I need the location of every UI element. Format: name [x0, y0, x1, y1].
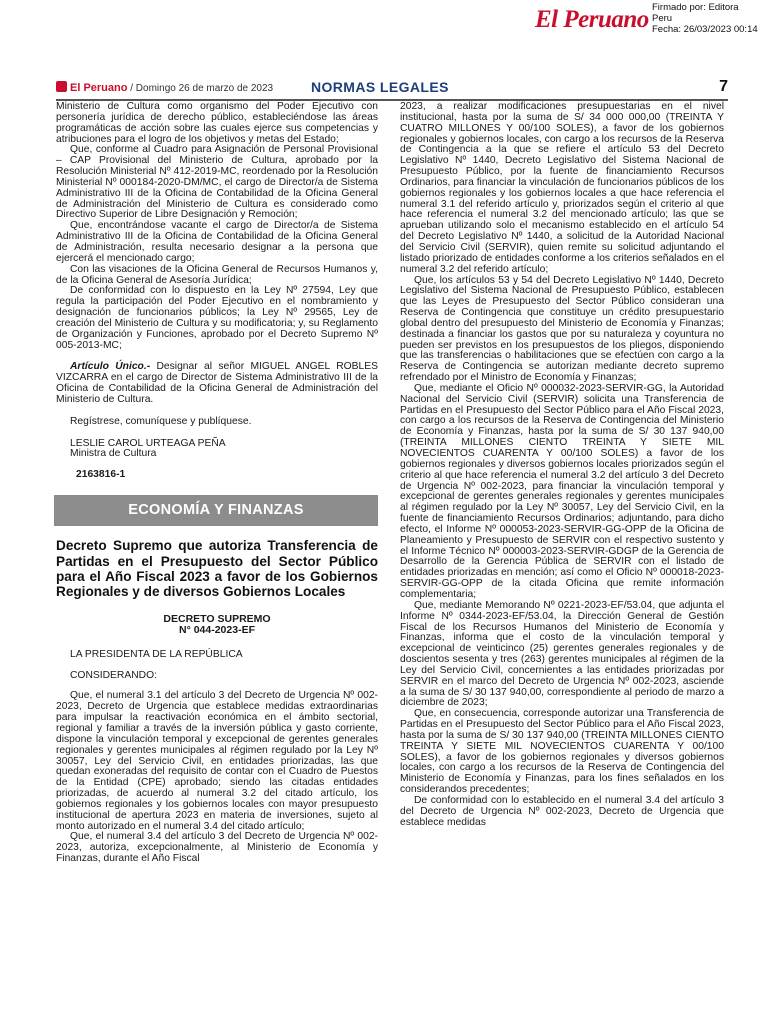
paragraph: Ministerio de Cultura como organismo del Poder Ejecutivo con personería jurídica de derecho público, estableciéndose las áreas programáticas de acción sobre las cuales ejerce sus competencias y atribuciones para el logro de los objetivos y metas del Estado;: [56, 101, 378, 145]
paragraph: Que, mediante el Oficio Nº 000032-2023-SERVIR-GG, la Autoridad Nacional del Servicio Civil (SERVIR) solicita una Transferencia de Partidas en el Presupuesto del Sector Público para el Año Fiscal 2023, con cargo a los recursos de la Reserva de Contingencia del Ministerio de Economía y Finanzas, hasta por la suma de S/ 30 137 940,00 (TREINTA MILLONES CIENTO TREINTA Y SIETE MIL NOVECIENTOS CUARENTA Y 00/100 SOLES) a favor de los gobiernos regionales y diversos gobiernos locales priorizados según el criterio al que hace referencia el numeral 3.2 del artículo 3 del Decreto de Urgencia Nº 002-2023, para financiar la vinculación temporal y excepcional de gerentes generales regionales y gerentes municipales al régimen regulado por la Ley Nº 30057, Ley del Servicio Civil, en la fuente de financiamiento Recursos Ordinarios; adjuntando, para dicho efecto, el Informe Nº 000053-2023-SERVIR-GG-OPP de la Oficina de Planeamiento y Presupuesto de SERVIR con el respectivo sustento y el Informe Técnico Nº 000003-2023-SERVIR-GDGP de la Gerencia de Desarrollo de la Gerencia Pública de SERVIR con el listado de entidades priorizadas en mención; así como el Oficio Nº 000018-2023-SERVIR-GG-OPP de la citada Oficina que remite información complementaria;: [400, 382, 724, 600]
right-column: [400, 102, 724, 829]
header-date: / Domingo 26 de marzo de 2023: [130, 83, 274, 94]
paragraph: Que, el numeral 3.4 del artículo 3 del Decreto de Urgencia Nº 002-2023, autoriza, excepcionalmente, al Ministerio de Economía y Finanzas, durante el Año Fiscal: [56, 831, 378, 865]
paragraph: Que, conforme al Cuadro para Asignación de Personal Provisional – CAP Provisional del Ministerio de Cultura, aprobado por la Resolución Ministerial Nº 412-2019-MC, reordenado por la Resolución Ministerial Nº 000184-2020-DM/MC, el cargo de Director/a de Sistema Administrativo III de la Oficina de Contabilidad de la Oficina General de Administración del Ministerio de Cultura es considerado como Directivo Superior de Libre Designación y Remoción;: [56, 144, 378, 221]
paragraph: De conformidad con lo dispuesto en la Ley Nº 27594, Ley que regula la participación del Poder Ejecutivo en el nombramiento y designación de funcionarios públicos; la Ley Nº 29565, Ley de creación del Ministerio de Cultura y su modificatoria; y, su Reglamento de Organización y Funciones, aprobado por el Decreto Supremo Nº 005-2013-MC;: [56, 285, 378, 351]
digital-signature: [652, 2, 758, 36]
decree-title: Decreto Supremo que autoriza Transferencia de Partidas en el Presupuesto del Sector Público para el Año Fiscal 2023 a favor de los Gobiernos Regionales y de diversos Gobiernos Locales: [56, 538, 378, 600]
paragraph: Que, encontrándose vacante el cargo de Director/a de Sistema Administrativo III de la Oficina de Contabilidad de la Oficina General de Administración, resulta necesario designar a la persona que ejercerá el mencionado cargo;: [56, 220, 378, 264]
decree-label: DECRETO SUPREMO: [163, 612, 271, 625]
section-title: NORMAS LEGALES: [311, 79, 449, 95]
signature-line: Peru: [652, 13, 673, 25]
article-text: Designar al señor MIGUEL ANGEL ROBLES VIZCARRA en el cargo de Director de Sistema Administrativo III de la Oficina de Contabilidad de la Oficina General de Administración del Ministerio de Cultura.: [56, 361, 378, 405]
header-brand-date: [56, 81, 273, 94]
paragraph: Que, los artículos 53 y 54 del Decreto Legislativo Nº 1440, Decreto Legislativo del Sistema Nacional de Presupuesto Público, establecen que las Leyes de Presupuesto del Sector Público consideran una Reserva de Contingencia que constituye un crédito presupuestario global dentro del presupuesto del Ministerio de Economía y Finanzas; destinada a financiar los gastos que por su naturaleza y coyuntura no pueden ser previstos en los presupuestos de los pliegos, disponiendo que las transferencias o habilitaciones que se efectúen con cargo a la Reserva de Contingencia se autorizan mediante decreto supremo refrendado por el Ministro de Economía y Finanzas;: [400, 274, 724, 384]
paragraph: Con las visaciones de la Oficina General de Recursos Humanos y, de la Oficina General de Asesoría Jurídica;: [56, 263, 378, 286]
left-column: [56, 102, 378, 865]
considerando-heading: CONSIDERANDO:: [70, 669, 157, 681]
signature-logo: El Peruano: [535, 6, 649, 33]
signature-line: Firmado por: Editora: [652, 2, 739, 13]
article-label: Artículo Único.-: [70, 361, 151, 373]
paragraph: De conformidad con lo establecido en el numeral 3.4 del artículo 3 del Decreto de Urgencia Nº 002-2023, Decreto de Urgencia que establece medidas: [400, 795, 724, 828]
president-line: LA PRESIDENTA DE LA REPÚBLICA: [70, 648, 243, 660]
paragraph: Que, el numeral 3.1 del artículo 3 del Decreto de Urgencia Nº 002-2023, Decreto de Urgencia que establece medidas extraordinarias para impulsar la reactivación económica en el ámbito sectorial, regional y familiar a través de la inversión pública y gasto corriente, dispone la vinculación temporal y excepcional de gerentes generales regionales y gerentes municipales al régimen regulado por la Ley Nº 30057, Ley del Servicio Civil, en entidades priorizadas, las que quedan exoneradas del requisito de contar con el Cuadro de Puestos de la Entidad (CPE) aprobado; siendo las citadas entidades priorizadas, de acuerdo al numeral 3.2 del citado artículo, los gobiernos regionales y los gobiernos locales con mayor presupuesto institucional de apertura 2023 en materia de inversiones, sujeto al monto autorizado en el numeral 3.4 del citado artículo;: [56, 690, 378, 832]
signer-title: Ministra de Cultura: [70, 448, 157, 460]
header-brand: El Peruano: [70, 82, 128, 94]
article-single: [56, 362, 378, 405]
publication-code: 2163816-1: [76, 469, 126, 481]
decree-number: N° 044-2023-EF: [179, 623, 255, 636]
page-header: [56, 79, 728, 101]
signer-name: LESLIE CAROL URTEAGA PEÑA: [70, 437, 226, 449]
paragraph: 2023, a realizar modificaciones presupuestarias en el nivel institucional, hasta por la suma de S/ 34 000 000,00 (TREINTA Y CUATRO MILLONES Y 00/100 SOLES), a favor de los gobiernos regionales y gobiernos locales, con cargo a los recursos de la Reserva de Contingencia a la que se refiere el artículo 53 del Decreto Legislativo Nº 1440, Decreto Legislativo del Sistema Nacional de Presupuesto Público, por la fuente de financiamiento Recursos Ordinarios, para financiar la vinculación de funcionarios públicos de los gobiernos regionales y los gobiernos locales a que hace referencia el numeral 3.1 del referido artículo y, priorizados según el criterio al que hace referencia el numeral 3.2 del mencionado artículo; las que se aprueban utilizando solo el mecanismo establecido en el artículo 54 del Decreto Legislativo Nº 1440, a solicitud de la Autoridad Nacional del Servicio Civil (SERVIR), quien remite su solicitud adjuntando el listado priorizado de entidades conforme a los criterios señalados en el numeral 3.2 del referido artículo;: [400, 101, 724, 275]
closing-formula: Regístrese, comuníquese y publíquese.: [70, 415, 252, 427]
newspaper-logo-icon: [56, 81, 67, 92]
page-number: 7: [719, 78, 728, 95]
paragraph: Que, en consecuencia, corresponde autorizar una Transferencia de Partidas en el Presupuesto del Sector Público para el Año Fiscal 2023, hasta por la suma de S/ 30 137 940,00 (TREINTA MILLONES CIENTO TREINTA Y SIETE MIL NOVECIENTOS CUARENTA Y 00/100 SOLES), a favor de los gobiernos regionales y diversos gobiernos locales, con cargo a los recursos de la Reserva de Contingencia del Ministerio de Economía y Finanzas, para los fines señalados en los considerandos precedentes;: [400, 708, 724, 796]
section-band: ECONOMÍA Y FINANZAS: [54, 495, 378, 526]
decree-number-block: [56, 614, 378, 636]
signature-line: Fecha: 26/03/2023 00:14: [652, 24, 758, 36]
paragraph: Que, mediante Memorando Nº 0221-2023-EF/53.04, que adjunta el Informe Nº 0344-2023-EF/53.04, la Dirección General de Gestión Fiscal de los Recursos Humanos del Ministerio de Economía y Finanzas, informa que el costo de la vinculación temporal y excepcional de veinticinco (25) gerentes generales regionales y de doscientos sesenta y tres (263) gerentes municipales al régimen de la Ley del Servicio Civil, concernientes a las entidades priorizadas por SERVIR en el marco del Decreto de Urgencia Nº 002-2023, asciende a la suma de S/ 30 137 940,00, correspondiente al periodo de marzo a diciembre de 2023;: [400, 599, 724, 709]
